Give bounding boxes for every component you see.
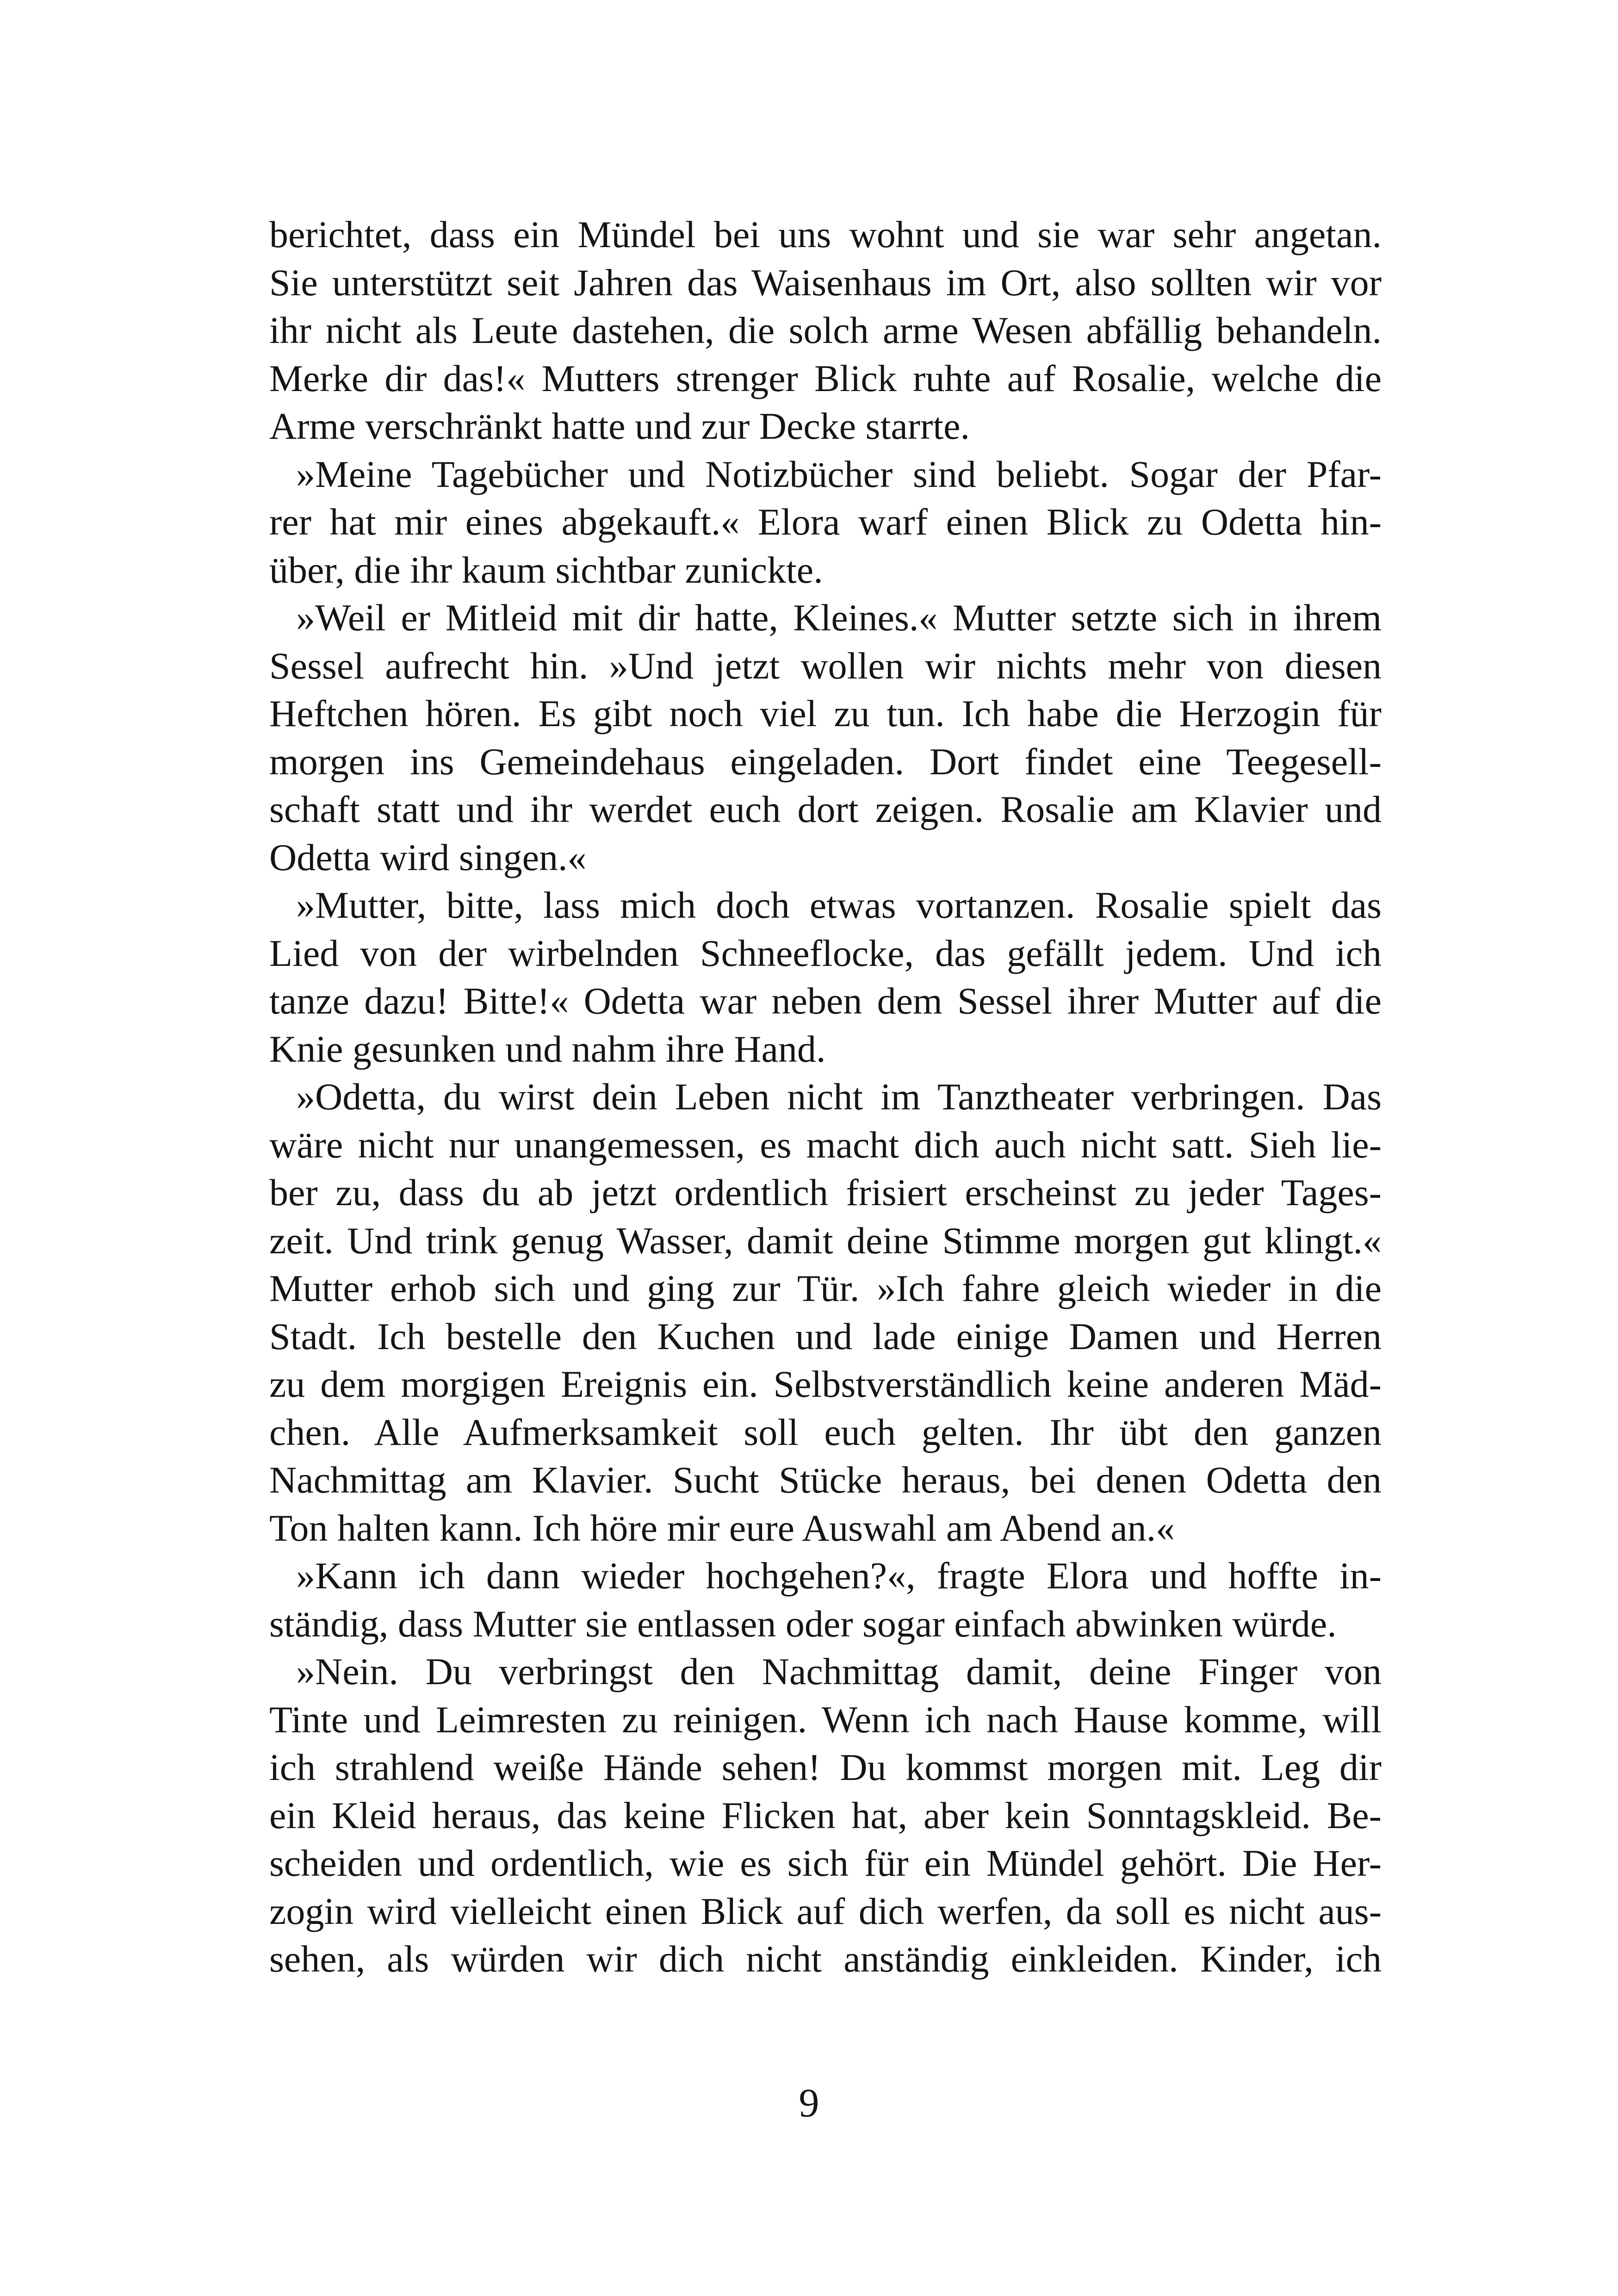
text-line: Merke dir das!« Mutters strenger Blick ruhte auf Rosalie, welche die [269, 357, 1382, 399]
text-line: chen. Alle Aufmerksamkeit soll euch gelten. Ihr übt den ganzen [269, 1411, 1382, 1453]
text-line: Sessel aufrecht hin. »Und jetzt wollen wir nichts mehr von diesen [269, 644, 1382, 687]
text-line: zogin wird vielleicht einen Blick auf dich werfen, da soll es nicht aus- [269, 1890, 1382, 1932]
text-line: »Nein. Du verbringst den Nachmittag damit, deine Finger von [296, 1650, 1382, 1692]
text-line: zu dem morgigen Ereignis ein. Selbstverständlich keine anderen Mäd- [269, 1363, 1382, 1405]
text-line: ein Kleid heraus, das keine Flicken hat, aber kein Sonntagskleid. Be- [269, 1794, 1382, 1836]
text-line: Mutter erhob sich und ging zur Tür. »Ich fahre gleich wieder in die [269, 1267, 1382, 1309]
text-line: rer hat mir eines abgekauft.« Elora warf einen Blick zu Odetta hin- [269, 501, 1382, 543]
text-line: Knie gesunken und nahm ihre Hand. [269, 1027, 826, 1070]
text-line: über, die ihr kaum sichtbar zunickte. [269, 548, 823, 591]
text-line: »Kann ich dann wieder hochgehen?«, fragte Elora und hoffte in- [296, 1555, 1382, 1597]
text-line: schaft statt und ihr werdet euch dort zeigen. Rosalie am Klavier und [269, 788, 1382, 830]
text-line: »Meine Tagebücher und Notizbücher sind beliebt. Sogar der Pfar- [296, 453, 1382, 495]
text-line: Lied von der wirbelnden Schneeflocke, das gefällt jedem. Und ich [269, 932, 1382, 974]
text-line: Sie unterstützt seit Jahren das Waisenhaus im Ort, also sollten wir vor [269, 261, 1382, 304]
text-line: scheiden und ordentlich, wie es sich für ein Mündel gehört. Die Her- [269, 1842, 1382, 1884]
text-line: »Weil er Mitleid mit dir hatte, Kleines.« Mutter setzte sich in ihrem [296, 597, 1382, 639]
body-text [269, 211, 1382, 1983]
text-line: »Mutter, bitte, lass mich doch etwas vortanzen. Rosalie spielt das [296, 884, 1382, 926]
text-line: ich strahlend weiße Hände sehen! Du kommst morgen mit. Leg dir [269, 1746, 1382, 1788]
text-line: »Odetta, du wirst dein Leben nicht im Tanztheater verbringen. Das [296, 1076, 1382, 1118]
text-line: morgen ins Gemeindehaus eingeladen. Dort findet eine Teegesell- [269, 740, 1382, 783]
text-line: ber zu, dass du ab jetzt ordentlich frisiert erscheinst zu jeder Tages- [269, 1171, 1382, 1213]
text-line: ständig, dass Mutter sie entlassen oder sogar einfach abwinken würde. [269, 1602, 1337, 1645]
text-line: Tinte und Leimresten zu reinigen. Wenn ich nach Hause komme, will [269, 1698, 1382, 1741]
text-line: berichtet, dass ein Mündel bei uns wohnt und sie war sehr angetan. [269, 213, 1382, 255]
page-number: 9 [799, 2081, 819, 2126]
text-line: Stadt. Ich bestelle den Kuchen und lade einige Damen und Herren [269, 1315, 1382, 1357]
text-line: wäre nicht nur unangemessen, es macht dich auch nicht satt. Sieh lie- [269, 1123, 1382, 1166]
text-line: zeit. Und trink genug Wasser, damit deine Stimme morgen gut klingt.« [269, 1219, 1382, 1262]
text-line: ihr nicht als Leute dastehen, die solch arme Wesen abfällig behandeln. [269, 309, 1382, 351]
text-line: tanze dazu! Bitte!« Odetta war neben dem Sessel ihrer Mutter auf die [269, 980, 1382, 1022]
text-line: Odetta wird singen.« [269, 836, 587, 878]
text-line: Arme verschränkt hatte und zur Decke starrte. [269, 405, 970, 447]
text-line: sehen, als würden wir dich nicht anständig einkleiden. Kinder, ich [269, 1938, 1382, 1980]
text-line: Heftchen hören. Es gibt noch viel zu tun. Ich habe die Herzogin für [269, 692, 1382, 734]
text-line: Ton halten kann. Ich höre mir eure Auswahl am Abend an.« [269, 1506, 1175, 1549]
text-line: Nachmittag am Klavier. Sucht Stücke heraus, bei denen Odetta den [269, 1459, 1382, 1501]
